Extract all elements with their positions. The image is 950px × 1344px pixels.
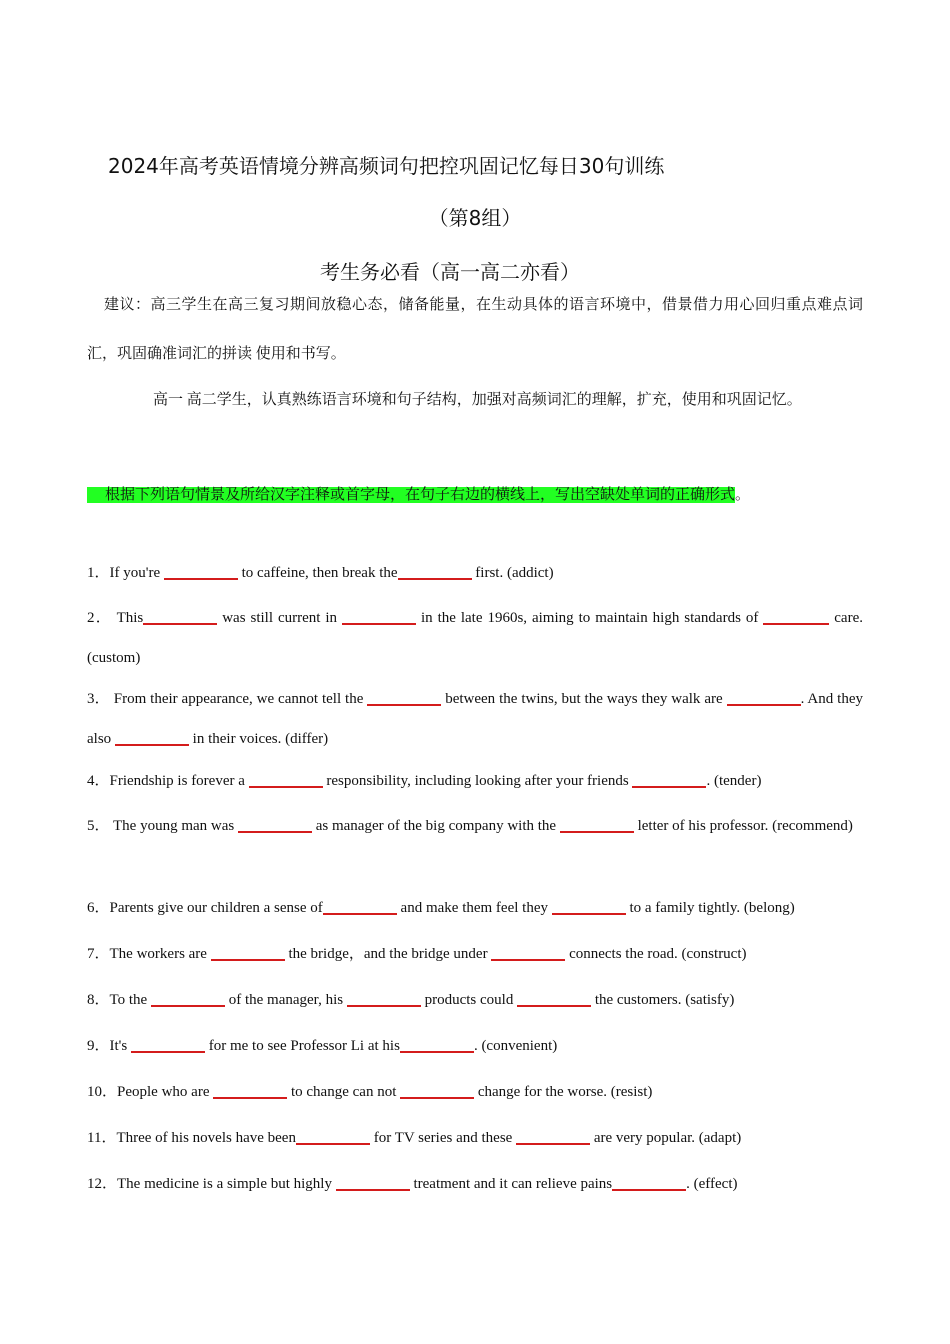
question-4: 4．Friendship is forever a responsibility, including looking after your friends . (tender) bbox=[87, 770, 863, 791]
answer-blank[interactable] bbox=[763, 607, 829, 625]
answer-blank[interactable] bbox=[336, 1173, 410, 1191]
instruction-highlight: 根据下列语句情景及所给汉字注释或首字母，在句子右边的横线上，写出空缺处单词的正确形式 bbox=[87, 487, 735, 503]
answer-blank[interactable] bbox=[238, 815, 312, 833]
question-10: 10．People who are to change can not change for the worse. (resist) bbox=[87, 1081, 863, 1102]
page-title: 2024年高考英语情境分辨高频词句把控巩固记忆每日30句训练 bbox=[108, 154, 665, 178]
answer-blank[interactable] bbox=[632, 770, 706, 788]
answer-blank[interactable] bbox=[211, 943, 285, 961]
question-number: 7． bbox=[87, 946, 110, 962]
advice-paragraph-1: 建议：高三学生在高三复习期间放稳心态，储备能量，在生动具体的语言环境中，借景借力用心回归重点难点词汇，巩固确准词汇的拼读 使用和书写。 bbox=[87, 297, 863, 362]
question-6: 6．Parents give our children a sense of and make them feel they to a family tightly. (belong) bbox=[87, 897, 863, 918]
answer-blank[interactable] bbox=[560, 815, 634, 833]
question-number: 6． bbox=[87, 900, 110, 916]
instruction-line bbox=[87, 484, 750, 506]
answer-blank[interactable] bbox=[296, 1127, 370, 1145]
question-number: 9． bbox=[87, 1038, 110, 1054]
question-11: 11．Three of his novels have been for TV series and these are very popular. (adapt) bbox=[87, 1127, 863, 1148]
answer-blank[interactable] bbox=[131, 1035, 205, 1053]
question-12: 12．The medicine is a simple but highly treatment and it can relieve pains . (effect) bbox=[87, 1173, 863, 1194]
question-number: 2． bbox=[87, 610, 112, 626]
notice-heading: 考生务必看（高一高二亦看） bbox=[320, 260, 580, 284]
question-number: 5． bbox=[87, 818, 110, 834]
question-number: 3． bbox=[87, 691, 110, 707]
advice-paragraph-2: 高一 高二学生，认真熟练语言环境和句子结构，加强对高频词汇的理解，扩充，使用和巩固记忆。 bbox=[153, 392, 802, 408]
question-5: 5． The young man was as manager of the big company with the letter of his professor. (recommend) bbox=[87, 806, 863, 846]
answer-blank[interactable] bbox=[491, 943, 565, 961]
answer-blank[interactable] bbox=[400, 1035, 474, 1053]
answer-blank[interactable] bbox=[347, 989, 421, 1007]
question-number: 1． bbox=[87, 565, 110, 581]
question-number: 12． bbox=[87, 1176, 118, 1192]
answer-blank[interactable] bbox=[143, 607, 217, 625]
question-number: 11． bbox=[87, 1130, 117, 1146]
question-number: 4． bbox=[87, 773, 110, 789]
answer-blank[interactable] bbox=[367, 688, 441, 706]
answer-blank[interactable] bbox=[398, 562, 472, 580]
answer-blank[interactable] bbox=[727, 688, 801, 706]
question-1: 1．If you're to caffeine, then break the first. (addict) bbox=[87, 562, 863, 583]
question-number: 10． bbox=[87, 1084, 118, 1100]
question-3: 3． From their appearance, we cannot tell the between the twins, but the ways they walk are . And they also in their voices. (differ) bbox=[87, 679, 863, 759]
instruction-period: 。 bbox=[735, 487, 751, 503]
question-number: 8． bbox=[87, 992, 110, 1008]
question-2: 2． This was still current in in the late 1960s, aiming to maintain high standards of care. (custom) bbox=[87, 598, 863, 678]
answer-blank[interactable] bbox=[213, 1081, 287, 1099]
answer-blank[interactable] bbox=[342, 607, 416, 625]
answer-blank[interactable] bbox=[115, 728, 189, 746]
answer-blank[interactable] bbox=[400, 1081, 474, 1099]
answer-blank[interactable] bbox=[552, 897, 626, 915]
answer-blank[interactable] bbox=[612, 1173, 686, 1191]
question-9: 9．It's for me to see Professor Li at his . (convenient) bbox=[87, 1035, 863, 1056]
answer-blank[interactable] bbox=[249, 770, 323, 788]
answer-blank[interactable] bbox=[517, 989, 591, 1007]
question-7: 7．The workers are the bridge，and the bridge under connects the road. (construct) bbox=[87, 943, 863, 964]
question-8: 8．To the of the manager, his products could the customers. (satisfy) bbox=[87, 989, 863, 1010]
answer-blank[interactable] bbox=[164, 562, 238, 580]
answer-blank[interactable] bbox=[323, 897, 397, 915]
answer-blank[interactable] bbox=[516, 1127, 590, 1145]
group-subtitle: （第8组） bbox=[428, 206, 522, 230]
answer-blank[interactable] bbox=[151, 989, 225, 1007]
